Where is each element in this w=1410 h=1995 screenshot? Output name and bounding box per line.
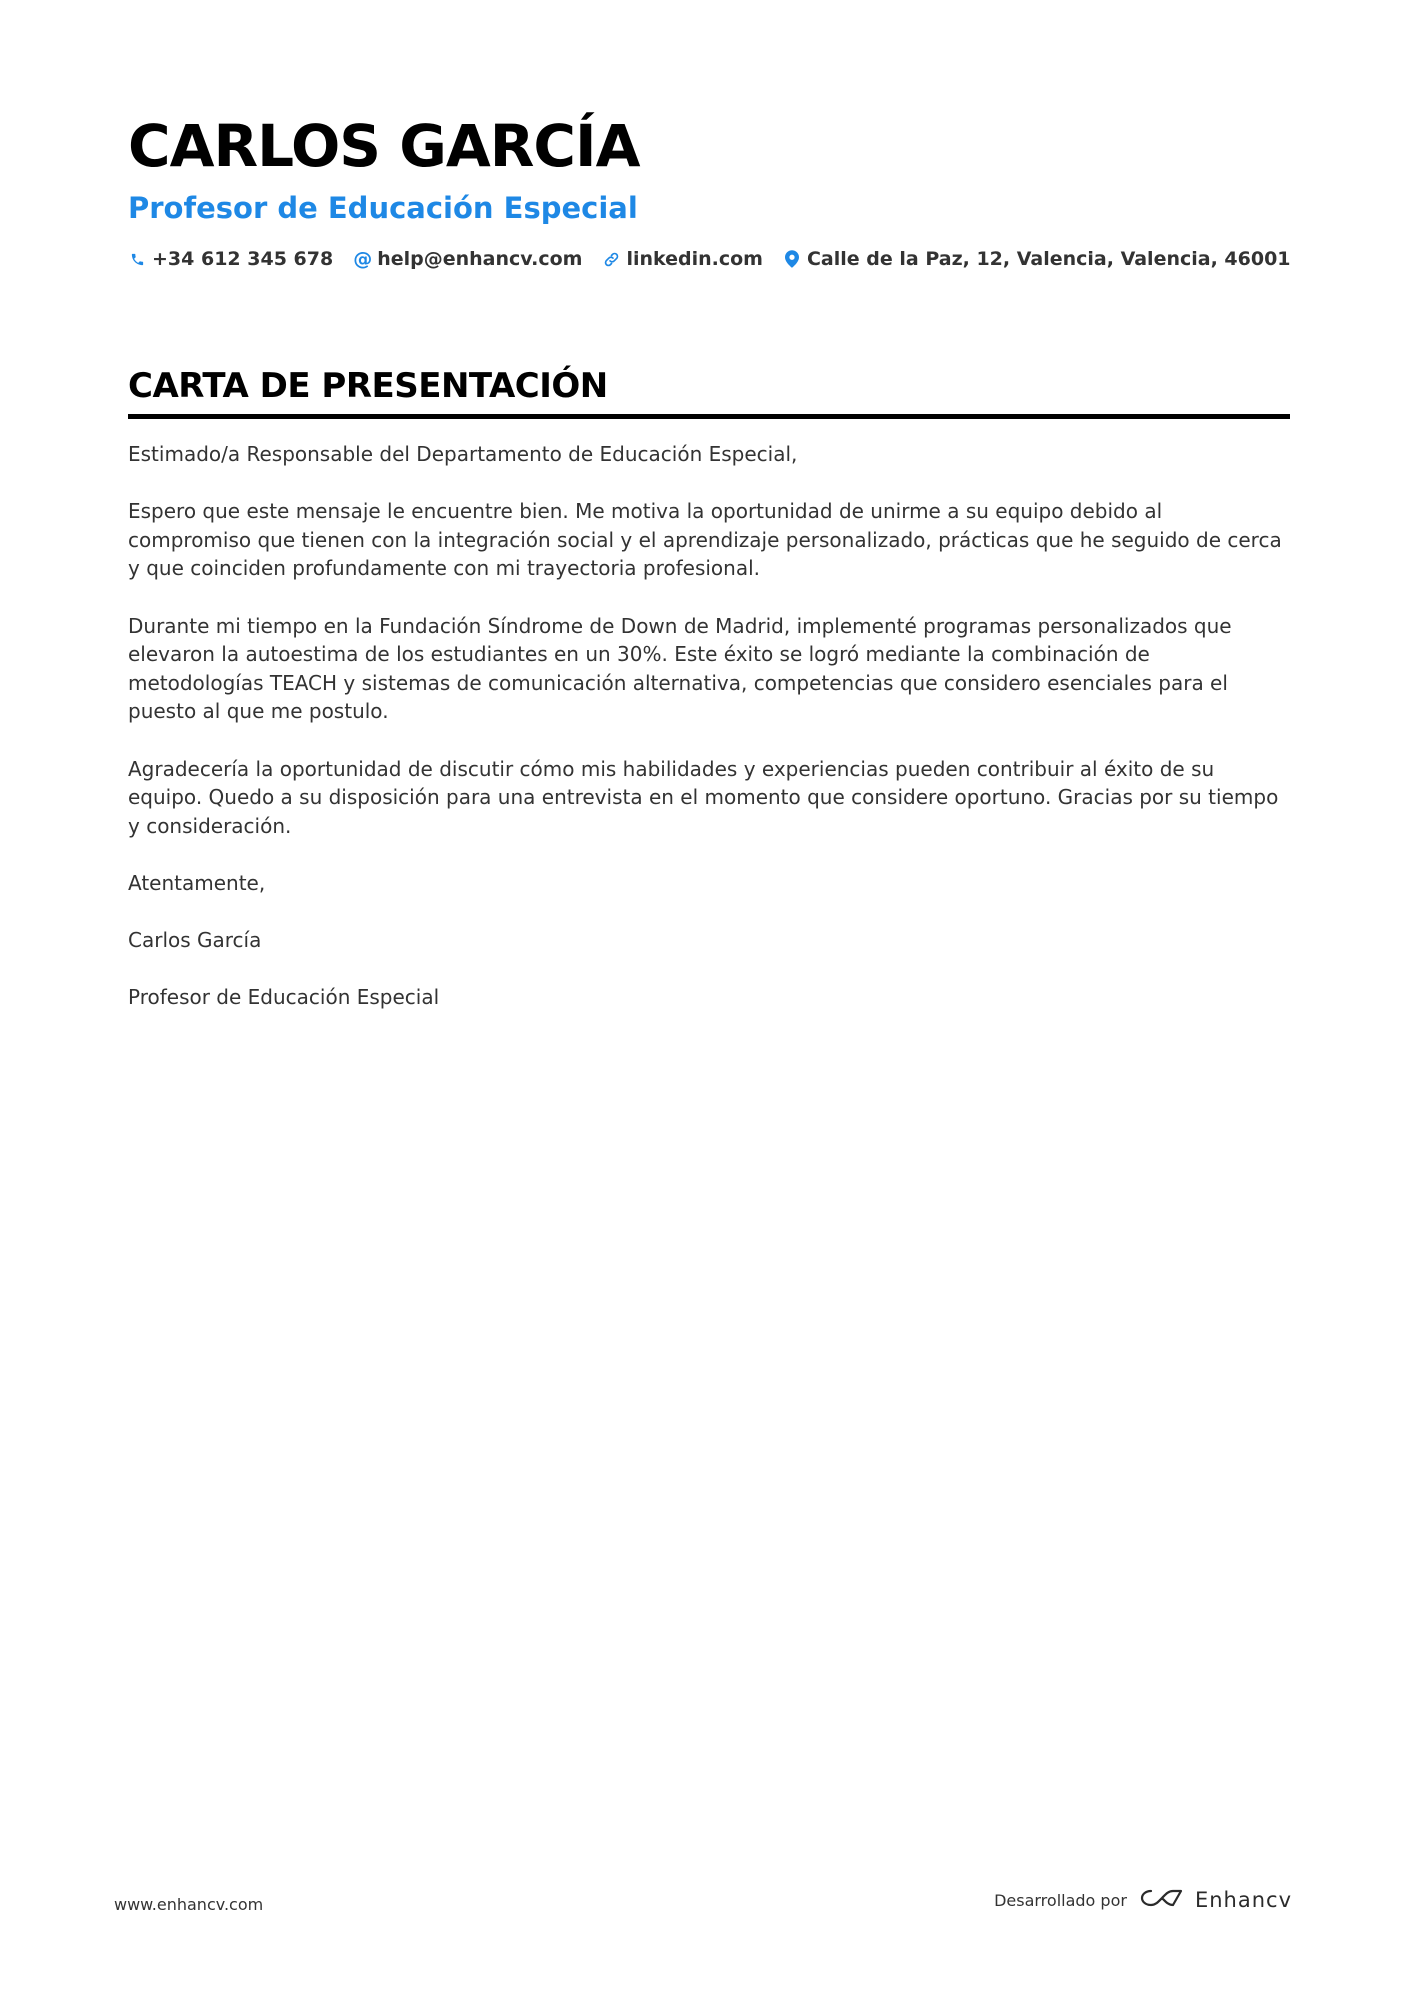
contact-email[interactable]: [353, 248, 582, 270]
brand-logo[interactable]: [1139, 1886, 1292, 1914]
signature-title: Profesor de Educación Especial: [128, 985, 440, 1010]
address-text: Calle de la Paz, 12, Valencia, Valencia, 46001: [806, 248, 1291, 270]
footer-branding: [994, 1886, 1292, 1914]
contact-bar: [128, 248, 1290, 270]
powered-by-text: Desarrollado por: [994, 1890, 1127, 1910]
at-icon: @: [353, 248, 373, 270]
contact-phone: [128, 248, 333, 270]
linkedin-text[interactable]: linkedin.com: [626, 248, 763, 270]
phone-icon: [128, 249, 146, 269]
cover-letter-section: [128, 364, 1290, 419]
section-title: CARTA DE PRESENTACIÓN: [128, 366, 608, 406]
signature-name: Carlos García: [128, 928, 262, 953]
candidate-name: CARLOS GARCÍA: [128, 112, 640, 180]
footer-website[interactable]: www.enhancv.com: [114, 1895, 264, 1914]
letter-closing: Atentamente,: [128, 870, 266, 895]
letter-paragraph-1: Espero que este mensaje le encuentre bien. Me motiva la oportunidad de unirme a su equipo debido al compromiso que tienen con la integración social y el aprendizaje personalizado, prácticas que he seguido de cerca y que coinciden profundamente con mi trayectoria profesional.: [128, 499, 1282, 581]
enhancv-logo-icon: [1139, 1886, 1185, 1914]
brand-name: Enhancv: [1194, 1888, 1292, 1912]
section-divider: [128, 414, 1290, 419]
map-pin-icon: [783, 249, 801, 269]
letter-paragraph-3: Agradecería la oportunidad de discutir cómo mis habilidades y experiencias pueden contribuir al éxito de su equipo. Quedo a su disposición para una entrevista en el momento que considere oportuno. Gracias por su tiempo y consideración.: [128, 756, 1279, 838]
email-text[interactable]: help@enhancv.com: [377, 248, 583, 270]
link-icon: [602, 249, 620, 269]
letter-paragraph-2: Durante mi tiempo en la Fundación Síndrome de Down de Madrid, implementé programas personalizados que elevaron la autoestima de los estudiantes en un 30%. Este éxito se logró mediante la combinación de metodologías TEACH y sistemas de comunicación alternativa, competencias que considero esenciales para el puesto al que me postulo.: [128, 613, 1232, 724]
letter-body: [128, 440, 1290, 1040]
letter-greeting: Estimado/a Responsable del Departamento de Educación Especial,: [128, 442, 798, 466]
contact-linkedin[interactable]: [602, 248, 763, 270]
header: [128, 108, 1290, 270]
candidate-title: Profesor de Educación Especial: [128, 191, 638, 225]
phone-text: +34 612 345 678: [152, 248, 334, 270]
contact-address: [783, 248, 1291, 270]
